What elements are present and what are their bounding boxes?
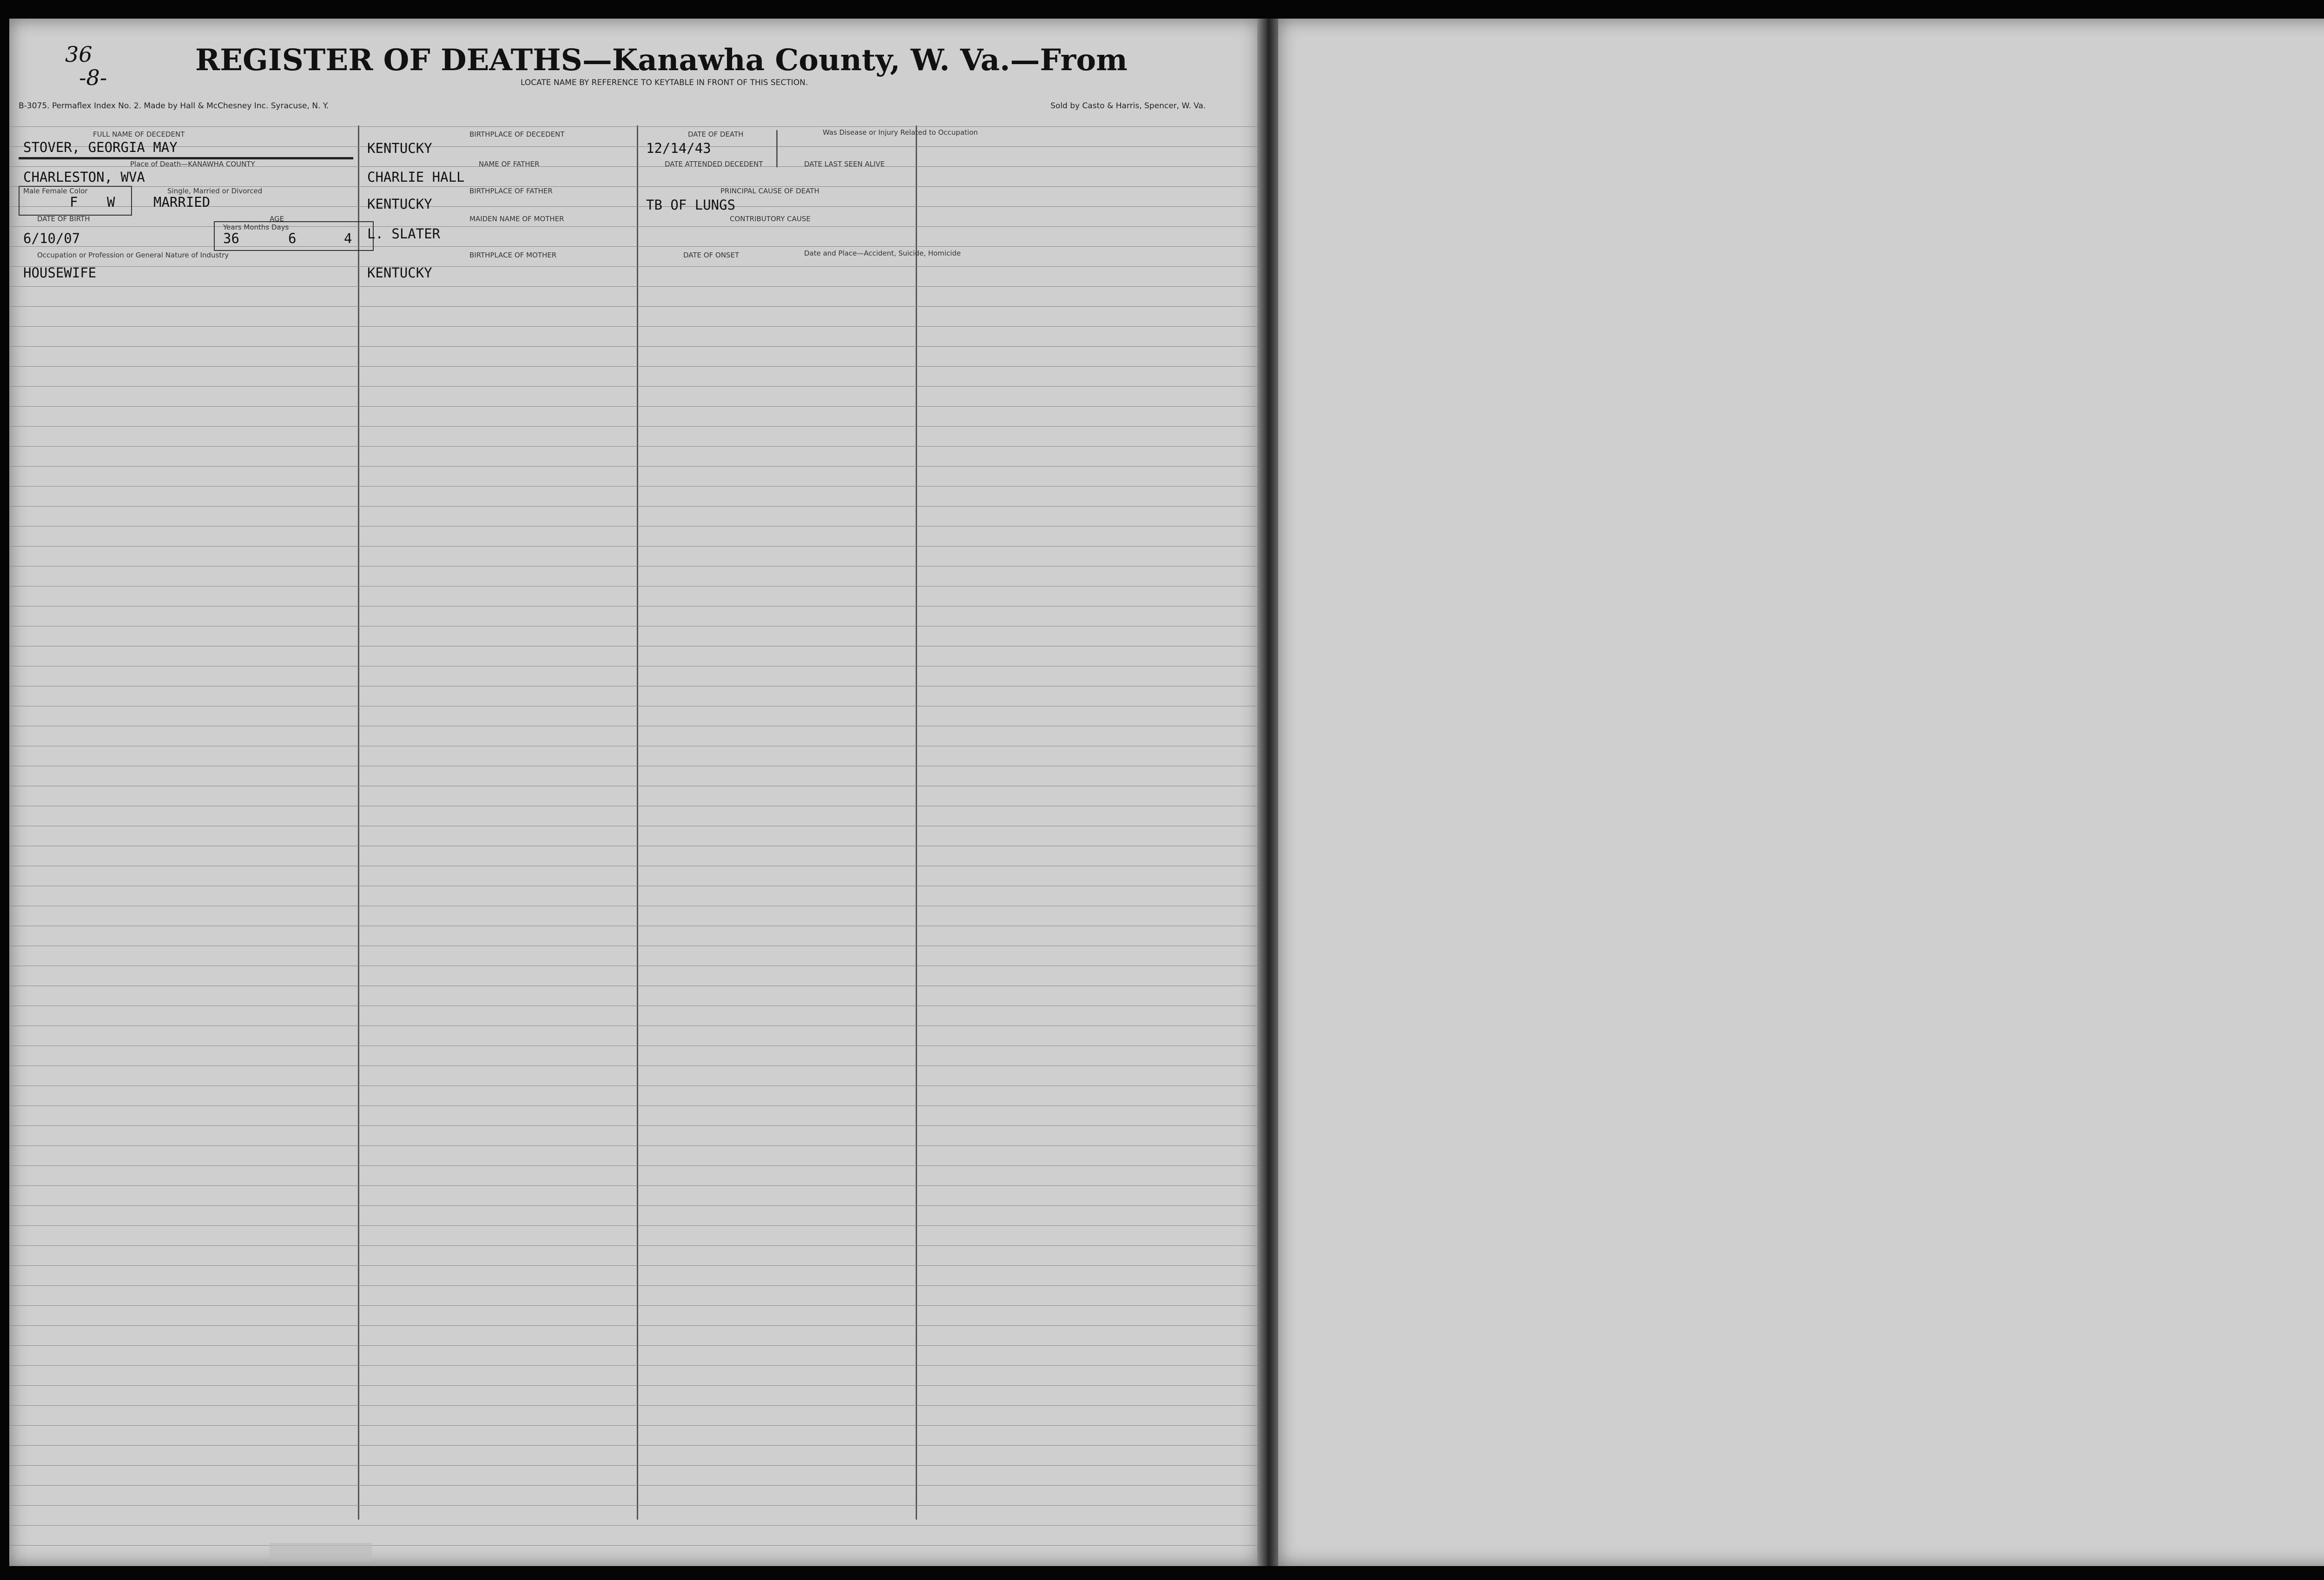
label-sex: Male Female Color <box>23 187 88 195</box>
page-tab-handwritten: -8- <box>79 65 107 90</box>
ruled-line <box>9 366 1260 367</box>
ruled-line <box>9 1545 1260 1546</box>
ruled-line <box>9 1325 1260 1326</box>
mother-birthplace: KENTUCKY <box>367 265 432 281</box>
father-birthplace: KENTUCKY <box>367 196 432 212</box>
ruled-line <box>9 426 1260 427</box>
locate-note: LOCATE NAME BY REFERENCE TO KEYTABLE IN FRONT OF THIS SECTION. <box>521 78 808 87</box>
ruled-line <box>9 226 1260 227</box>
sold-by: Sold by Casto & Harris, Spencer, W. Va. <box>1050 101 1206 111</box>
label-dob: DATE OF BIRTH <box>37 215 90 223</box>
age-days: 4 <box>344 230 352 246</box>
label-contributory-cause: CONTRIBUTORY CAUSE <box>730 215 811 223</box>
ruled-line <box>9 246 1260 247</box>
date-of-death: 12/14/43 <box>646 140 711 156</box>
label-father-birthplace: BIRTHPLACE OF FATHER <box>469 187 553 195</box>
column-divider <box>916 125 917 1520</box>
ruled-line <box>9 1345 1260 1346</box>
ruled-line <box>9 506 1260 507</box>
mother-name: L. SLATER <box>367 226 441 242</box>
color: W <box>107 194 115 210</box>
record-separator <box>19 157 353 159</box>
ruled-line <box>9 1445 1260 1446</box>
age-months: 6 <box>288 230 297 246</box>
right-page <box>1278 19 2324 1566</box>
ruled-line <box>9 1305 1260 1306</box>
ruled-line <box>9 406 1260 407</box>
ruled-line <box>9 126 1260 127</box>
label-date-of-onset: DATE OF ONSET <box>683 251 739 259</box>
ruled-line <box>9 306 1260 307</box>
ruled-line <box>9 1525 1260 1526</box>
label-place-of-death: Place of Death—KANAWHA COUNTY <box>130 160 255 168</box>
ruled-line <box>9 386 1260 387</box>
ruled-line <box>9 1425 1260 1426</box>
ruled-line <box>9 1465 1260 1466</box>
label-disease-related: Was Disease or Injury Related to Occupation <box>823 128 978 137</box>
ruled-line <box>9 1245 1260 1246</box>
marital-status: MARRIED <box>153 194 211 210</box>
ruled-line <box>9 1405 1260 1406</box>
ruled-line <box>9 1165 1260 1166</box>
ruled-line <box>9 326 1260 327</box>
principal-cause: TB OF LUNGS <box>646 197 736 213</box>
ruled-line <box>9 1265 1260 1266</box>
ruled-line <box>9 486 1260 487</box>
decedent-name: STOVER, GEORGIA MAY <box>23 139 178 155</box>
ruled-line <box>9 1385 1260 1386</box>
book-gutter <box>1257 19 1281 1566</box>
ruled-line <box>9 266 1260 267</box>
label-years-months-days: Years Months Days <box>223 223 289 231</box>
label-age: AGE <box>270 215 284 223</box>
label-date-attended: DATE ATTENDED DECEDENT <box>665 160 763 168</box>
form-code: B-3075. Permaflex Index No. 2. Made by Hall & McChesney Inc. Syracuse, N. Y. <box>19 101 329 111</box>
sex-color-box <box>19 186 132 216</box>
ruled-line <box>9 1285 1260 1286</box>
ruled-line <box>9 346 1260 347</box>
ruled-line <box>9 1505 1260 1506</box>
page-number-handwritten: 36 <box>65 42 92 67</box>
date-of-birth: 6/10/07 <box>23 230 80 246</box>
sex-female: F <box>70 194 78 210</box>
label-accident: Date and Place—Accident, Suicide, Homicide <box>804 249 961 257</box>
label-mother-birthplace: BIRTHPLACE OF MOTHER <box>469 251 557 259</box>
occupation: HOUSEWIFE <box>23 265 97 281</box>
birthplace: KENTUCKY <box>367 140 432 156</box>
father-name: CHARLIE HALL <box>367 169 465 185</box>
ruled-line <box>9 526 1260 527</box>
label-birthplace: BIRTHPLACE OF DECEDENT <box>469 130 565 138</box>
ruled-line <box>9 1225 1260 1226</box>
ruled-line <box>9 1205 1260 1206</box>
subcolumn-divider <box>776 130 778 167</box>
column-divider <box>637 125 638 1520</box>
label-full-name: FULL NAME OF DECEDENT <box>93 130 185 138</box>
left-page <box>9 19 1260 1566</box>
label-mother: MAIDEN NAME OF MOTHER <box>469 215 564 223</box>
label-date-of-death: DATE OF DEATH <box>688 130 744 138</box>
label-principal-cause: PRINCIPAL CAUSE OF DEATH <box>720 187 819 195</box>
label-occupation: Occupation or Profession or General Nature of Industry <box>37 251 229 259</box>
place-of-death: CHARLESTON, WVA <box>23 169 145 185</box>
ruled-line <box>9 446 1260 447</box>
label-father: NAME OF FATHER <box>479 160 540 168</box>
age-box <box>214 221 374 251</box>
ruled-line <box>9 1185 1260 1186</box>
ruled-line <box>9 286 1260 287</box>
label-last-seen-alive: DATE LAST SEEN ALIVE <box>804 160 885 168</box>
column-divider <box>358 125 359 1520</box>
register-title: REGISTER OF DEATHS—Kanawha County, W. Va.—From <box>195 43 1128 78</box>
age-years: 36 <box>223 230 239 246</box>
label-marital: Single, Married or Divorced <box>167 187 263 195</box>
ruled-line <box>9 1485 1260 1486</box>
ruled-line <box>9 466 1260 467</box>
ruled-line <box>9 1365 1260 1366</box>
ruled-line <box>9 146 1260 147</box>
film-stamp <box>270 1543 372 1561</box>
